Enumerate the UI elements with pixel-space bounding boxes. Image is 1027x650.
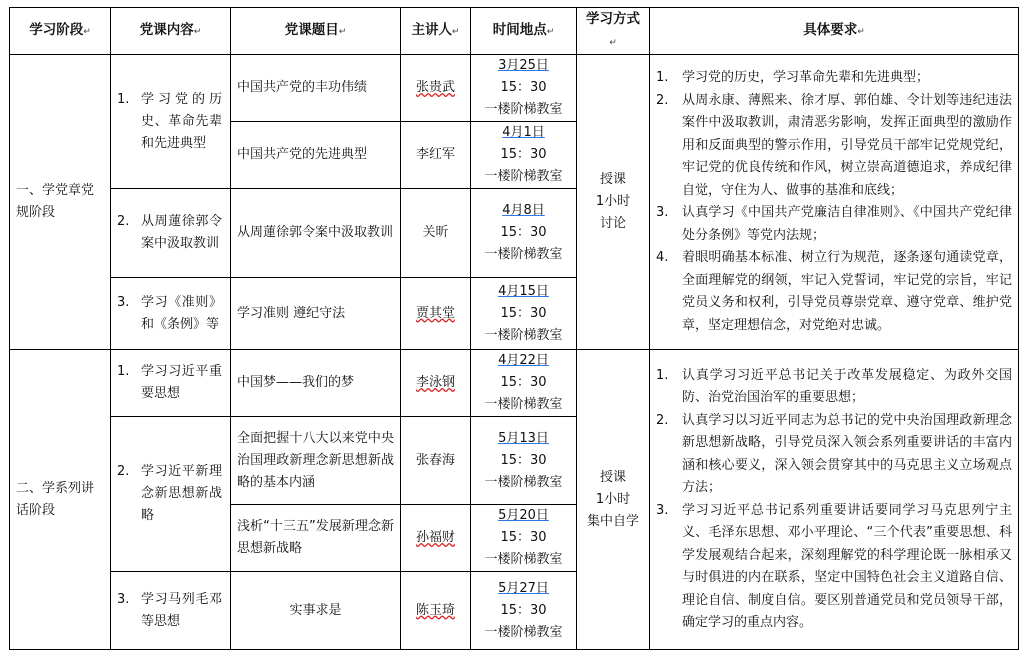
content-cell: 1. 学习党的历史、革命先辈和先进典型 (111, 55, 231, 189)
time-place-cell: 5月13日 15：30 一楼阶梯教室 (471, 417, 577, 505)
time-place-cell: 3月25日 15：30 一楼阶梯教室 (471, 55, 577, 122)
list-item: 3. 学习习近平总书记系列重要讲话要同学习马克思列宁主义、毛泽东思想、邓小平理论、“三个代表”重要思想、科学发展观结合起来，深刻理解党的科学理论既一脉相承又与时俱进的内在联系，坚定中国特色社会主义道路自信、理论自信、制度自信。要区别普通党员和党员领导干部，确定学习的重点内容。 (656, 502, 1012, 630)
header-requirements: 具体要求↵ (650, 8, 1019, 55)
speaker-cell: 关昕 (401, 189, 471, 278)
header-topic: 党课题目↵ (231, 8, 401, 55)
speaker-cell: 李泳钢 (401, 350, 471, 417)
speaker-cell: 张春海 (401, 417, 471, 505)
topic-cell: 中国梦——我们的梦 (231, 350, 401, 417)
speaker-cell: 张贵武 (401, 55, 471, 122)
header-time-place: 时间地点↵ (471, 8, 577, 55)
method-cell: 授课 1小时 集中自学 (577, 350, 650, 650)
requirements-cell (650, 350, 1019, 650)
content-cell: 3. 学习马列毛邓等思想 (111, 572, 231, 650)
list-item: 4. 着眼明确基本标准、树立行为规范，逐条逐句通读党章，全面理解党的纲领，牢记入党誓词，牢记党的宗旨，牢记党员义务和权利，引导党员尊崇党章、遵守党章、维护党章，坚定理想信念，对党绝对忠诚。 (656, 250, 1012, 333)
requirements-cell (650, 55, 1019, 350)
stage-cell: 一、学党章党规阶段 (10, 55, 111, 350)
list-item: 3. 认真学习《中国共产党廉洁自律准则》、《中国共产党纪律处分条例》等党内法规； (656, 205, 1012, 243)
topic-cell: 中国共产党的丰功伟绩 (231, 55, 401, 122)
table-row (10, 55, 1019, 122)
header-content: 党课内容↵ (111, 8, 231, 55)
header-stage: 学习阶段↵ (10, 8, 111, 55)
time-place-cell: 4月8日 15：30 一楼阶梯教室 (471, 189, 577, 278)
list-item: 2. 从周永康、薄熙来、徐才厚、郭伯雄、令计划等违纪违法案件中汲取教训，肃清恶劣影响，发挥正面典型的激励作用和反面典型的警示作用，引导党员干部牢记党规党纪，牢记党的优良传统和作风，树立崇高道德追求，养成纪律自觉，守住为人、做事的基准和底线； (656, 92, 1012, 198)
speaker-cell: 陈玉琦 (401, 572, 471, 650)
requirements-list (656, 67, 1012, 337)
time-place-cell: 4月1日 15：30 一楼阶梯教室 (471, 122, 577, 189)
topic-cell: 学习准则 遵纪守法 (231, 278, 401, 350)
header-speaker: 主讲人↵ (401, 8, 471, 55)
time-place-cell: 4月22日 15：30 一楼阶梯教室 (471, 350, 577, 417)
topic-cell: 全面把握十八大以来党中央治国理政新理念新思想新战略的基本内涵 (231, 417, 401, 505)
method-cell: 授课 1小时 讨论 (577, 55, 650, 350)
topic-cell: 实事求是 (231, 572, 401, 650)
time-place-cell: 5月27日 15：30 一楼阶梯教室 (471, 572, 577, 650)
speaker-cell: 贾其堂 (401, 278, 471, 350)
content-cell: 1. 学习习近平重要思想 (111, 350, 231, 417)
study-schedule-table (9, 7, 1019, 650)
speaker-cell: 李红军 (401, 122, 471, 189)
list-item: 1. 学习党的历史，学习革命先辈和先进典型； (656, 70, 930, 85)
header-row (10, 8, 1019, 55)
content-cell: 2. 从周蓮徐郭令案中汲取教训 (111, 189, 231, 278)
topic-cell: 浅析“十三五”发展新理念新思想新战略 (231, 505, 401, 572)
table-row (10, 350, 1019, 417)
content-cell: 3. 学习《准则》和《条例》等 (111, 278, 231, 350)
topic-cell: 中国共产党的先进典型 (231, 122, 401, 189)
list-item: 2. 认真学习以习近平同志为总书记的党中央治国理政新理念新思想新战略，引导党员深入领会系列重要讲话的丰富内涵和核心要义，深入领会贯穿其中的马克思主义立场观点方法； (656, 412, 1012, 495)
time-place-cell: 4月15日 15：30 一楼阶梯教室 (471, 278, 577, 350)
time-place-cell: 5月20日 15：30 一楼阶梯教室 (471, 505, 577, 572)
speaker-cell: 孙福财 (401, 505, 471, 572)
stage-cell: 二、学系列讲话阶段 (10, 350, 111, 650)
topic-cell: 从周蓮徐郭令案中汲取教训 (231, 189, 401, 278)
requirements-list (656, 365, 1012, 635)
header-method: 学习方式↵ (577, 8, 650, 55)
list-item: 1. 认真学习习近平总书记关于改革发展稳定、为政外交国防、治党治国治军的重要思想； (656, 367, 1012, 405)
content-cell: 2. 学习近平新理念新思想新战略 (111, 417, 231, 572)
